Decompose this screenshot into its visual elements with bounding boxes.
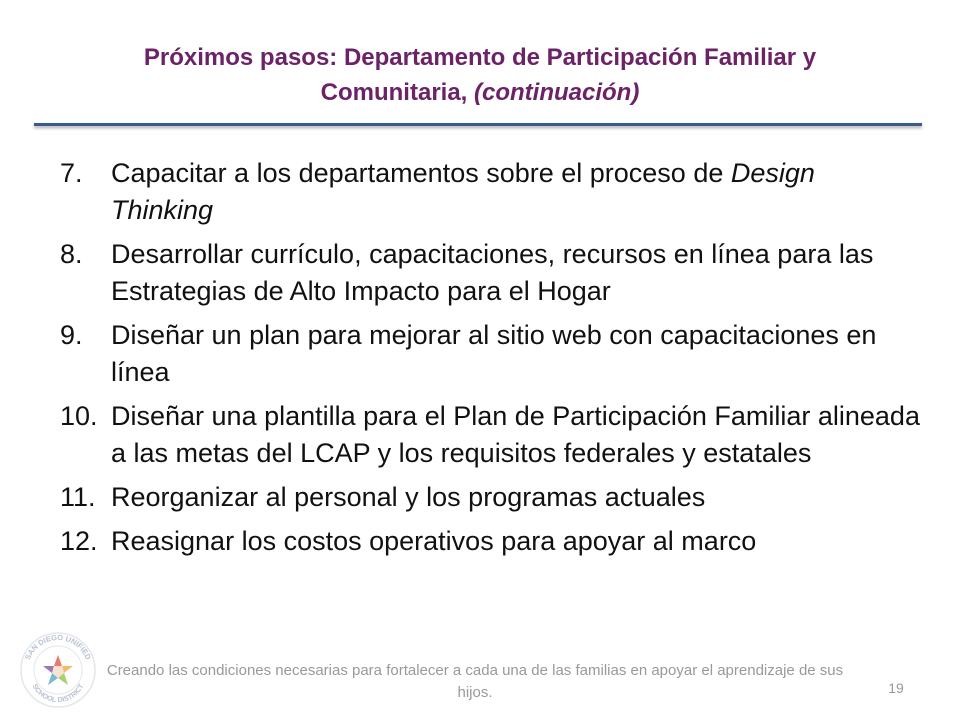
title-line-1: Próximos pasos: Departamento de Participación Familiar y bbox=[143, 44, 817, 71]
title-continuation: (continuación) bbox=[474, 79, 640, 106]
list-item bbox=[60, 523, 920, 560]
seal-text-bottom: SCHOOL DISTRICT bbox=[30, 683, 86, 705]
item-number: 9. bbox=[60, 320, 83, 350]
list-item bbox=[60, 155, 920, 229]
item-number: 12. bbox=[60, 526, 98, 556]
title-line-2: Comunitaria, bbox=[320, 79, 475, 106]
list-item bbox=[60, 317, 920, 391]
title-divider bbox=[34, 123, 922, 126]
list-item bbox=[60, 398, 920, 472]
slide-title bbox=[40, 40, 920, 110]
item-text: Diseñar un plan para mejorar al sitio web con capacitaciones en línea bbox=[111, 320, 877, 387]
item-number: 7. bbox=[60, 158, 83, 188]
item-text: Reasignar los costos operativos para apoyar al marco bbox=[111, 526, 757, 556]
item-number: 8. bbox=[60, 239, 83, 269]
item-text: Reorganizar al personal y los programas actuales bbox=[111, 482, 706, 512]
item-number: 10. bbox=[60, 401, 98, 431]
list-item bbox=[60, 236, 920, 310]
district-seal-logo bbox=[18, 630, 98, 710]
item-text: Diseñar una plantilla para el Plan de Participación Familiar alineada a las metas del LCAP y los requisitos federales y estatales bbox=[111, 401, 920, 468]
item-number: 11. bbox=[60, 482, 96, 512]
item-italic-text: Design Thinking bbox=[111, 158, 815, 225]
item-text: Desarrollar currículo, capacitaciones, recursos en línea para las Estrategias de Alto Impacto para el Hogar bbox=[111, 239, 874, 306]
seal-text-top: SAN DIEGO UNIFIED bbox=[23, 632, 93, 662]
star-icon bbox=[43, 655, 73, 685]
page-number: 19 bbox=[888, 680, 904, 696]
footer-tagline: Creando las condiciones necesarias para fortalecer a cada una de las familias en apoyar el aprendizaje de sus hijos. bbox=[106, 662, 844, 701]
item-text: Capacitar a los departamentos sobre el proceso de bbox=[111, 158, 731, 188]
list-item bbox=[60, 479, 920, 516]
next-steps-list bbox=[60, 155, 920, 567]
